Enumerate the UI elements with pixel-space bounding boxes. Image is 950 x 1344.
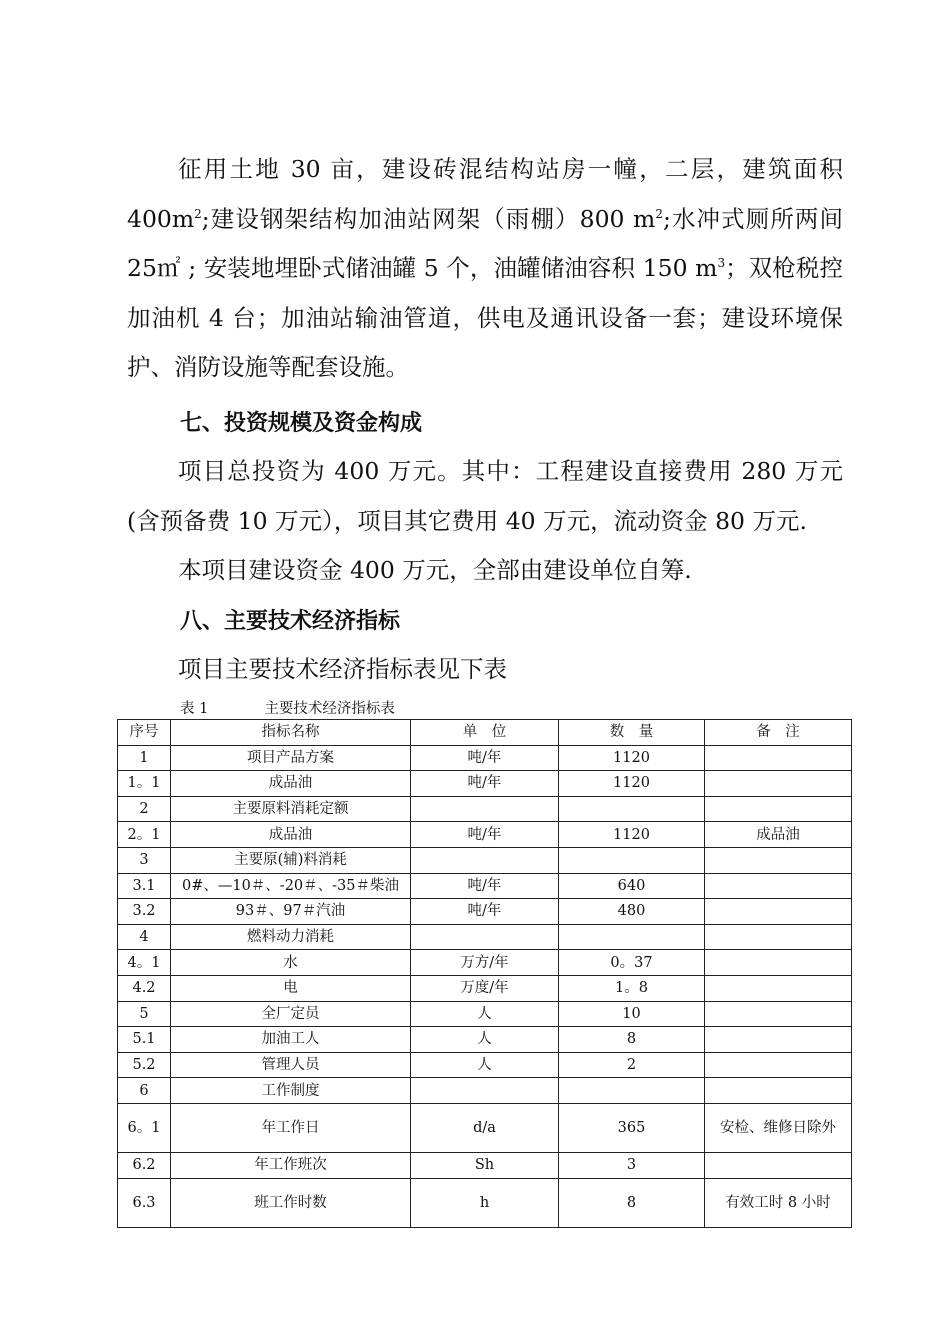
column-header: 数 量 <box>559 720 705 746</box>
table-cell: 6.2 <box>118 1152 171 1178</box>
table-cell: 主要原料消耗定额 <box>171 796 411 822</box>
table-cell <box>705 796 852 822</box>
table-cell: 1 <box>118 745 171 771</box>
table-cell: 吨/年 <box>411 899 559 925</box>
table-cell: 安检、维修日除外 <box>705 1103 852 1152</box>
table-cell <box>411 796 559 822</box>
table-cell: 人 <box>411 1052 559 1078</box>
table-cell: 成品油 <box>705 822 852 848</box>
table-cell <box>705 924 852 950</box>
table-cell: 成品油 <box>171 771 411 797</box>
table-cell: 吨/年 <box>411 771 559 797</box>
scope-text-part: ;水冲式厕所两间 25㎡ ; 安装地埋卧式储油罐 5 个，油罐储油容积 150 m <box>127 204 843 282</box>
table-row <box>118 924 852 950</box>
table-cell: 年工作日 <box>171 1103 411 1152</box>
table-cell: 3.2 <box>118 899 171 925</box>
table-cell: 6 <box>118 1078 171 1104</box>
table-row <box>118 771 852 797</box>
table-cell <box>411 924 559 950</box>
table-cell <box>411 847 559 873</box>
table-row <box>118 1078 852 1104</box>
table-cell: 吨/年 <box>411 873 559 899</box>
table-row <box>118 1001 852 1027</box>
table-cell: 成品油 <box>171 822 411 848</box>
table-cell: 吨/年 <box>411 822 559 848</box>
table-cell: 年工作班次 <box>171 1152 411 1178</box>
table-cell: 人 <box>411 1027 559 1053</box>
table-cell: 有效工时 8 小时 <box>705 1178 852 1227</box>
table-cell: 工作制度 <box>171 1078 411 1104</box>
table-cell: 0。37 <box>559 950 705 976</box>
table-row <box>118 899 852 925</box>
table-cell: Sh <box>411 1152 559 1178</box>
column-header: 备 注 <box>705 720 852 746</box>
investment-paragraph: 项目总投资为 400 万元。其中：工程建设直接费用 280 万元(含预备费 10 万元），项目其它费用 40 万元，流动资金 80 万元. <box>127 457 843 535</box>
table-cell: 480 <box>559 899 705 925</box>
table-cell: 8 <box>559 1027 705 1053</box>
table-cell: 万方/年 <box>411 950 559 976</box>
table-cell: 365 <box>559 1103 705 1152</box>
table-cell <box>705 847 852 873</box>
table-cell: 1。1 <box>118 771 171 797</box>
scope-text-part: 征用土地 30 亩，建设砖混结构站房一幢，二层，建筑面积 400m <box>127 155 843 233</box>
table-cell: 项目产品方案 <box>171 745 411 771</box>
table-cell <box>705 771 852 797</box>
table-cell: 主要原(辅)料消耗 <box>171 847 411 873</box>
table-row <box>118 745 852 771</box>
table-cell <box>705 950 852 976</box>
table-cell: 管理人员 <box>171 1052 411 1078</box>
table-cell: 1120 <box>559 822 705 848</box>
table-cell: 2 <box>559 1052 705 1078</box>
table-cell: 1。8 <box>559 975 705 1001</box>
table-row <box>118 1052 852 1078</box>
table-cell: 3 <box>118 847 171 873</box>
table-cell <box>559 796 705 822</box>
scope-text-part: ;建设钢架结构加油站网架（雨棚）800 m <box>201 204 656 233</box>
table-cell <box>705 745 852 771</box>
table-cell: 加油工人 <box>171 1027 411 1053</box>
table-cell: 吨/年 <box>411 745 559 771</box>
table-cell: 1120 <box>559 745 705 771</box>
table-cell: 6。1 <box>118 1103 171 1152</box>
table-cell <box>705 1078 852 1104</box>
table-row <box>118 1152 852 1178</box>
table-row <box>118 796 852 822</box>
table-caption-label: 表 1 <box>180 701 209 717</box>
table-cell: 2 <box>118 796 171 822</box>
table-cell: 2。1 <box>118 822 171 848</box>
table-row <box>118 873 852 899</box>
table-cell: 10 <box>559 1001 705 1027</box>
table-cell: 班工作时数 <box>171 1178 411 1227</box>
section-heading-investment: 七、投资规模及资金构成 <box>180 411 423 436</box>
table-row <box>118 1178 852 1227</box>
superscript: 2 <box>655 206 663 221</box>
project-scope-paragraph <box>127 145 843 393</box>
table-row <box>118 1027 852 1053</box>
table-cell <box>705 899 852 925</box>
table-cell: 5 <box>118 1001 171 1027</box>
scope-text-part: ；双枪税控加油机 4 台；加油站输油管道，供电及通讯设备一套；建设环境保护、消防设施等配套设施。 <box>127 254 844 381</box>
table-cell: 5.1 <box>118 1027 171 1053</box>
table-intro-paragraph: 项目主要技术经济指标表见下表 <box>178 655 507 683</box>
table-cell <box>705 1052 852 1078</box>
table-cell <box>411 1078 559 1104</box>
table-cell: 人 <box>411 1001 559 1027</box>
table-cell: 水 <box>171 950 411 976</box>
table-cell: 640 <box>559 873 705 899</box>
table-cell <box>559 924 705 950</box>
table-cell: 8 <box>559 1178 705 1227</box>
table-row <box>118 822 852 848</box>
table-cell: 3.1 <box>118 873 171 899</box>
superscript: 3 <box>717 256 726 271</box>
table-cell <box>705 975 852 1001</box>
table-cell: 电 <box>171 975 411 1001</box>
superscript: 2 <box>194 206 202 221</box>
table-row <box>118 847 852 873</box>
column-header: 单 位 <box>411 720 559 746</box>
table-row <box>118 975 852 1001</box>
table-cell <box>705 873 852 899</box>
table-row <box>118 950 852 976</box>
table-cell <box>705 1001 852 1027</box>
table-cell: 4。1 <box>118 950 171 976</box>
table-cell: 1120 <box>559 771 705 797</box>
table-row <box>118 1103 852 1152</box>
table-cell: 燃料动力消耗 <box>171 924 411 950</box>
table-cell: 全厂定员 <box>171 1001 411 1027</box>
table-caption-title: 主要技术经济指标表 <box>264 701 395 717</box>
table-cell <box>705 1152 852 1178</box>
table-cell <box>559 847 705 873</box>
table-cell: h <box>411 1178 559 1227</box>
indicators-table <box>117 719 852 1228</box>
table-cell: 93＃、97＃汽油 <box>171 899 411 925</box>
table-cell: 万度/年 <box>411 975 559 1001</box>
table-cell: 4.2 <box>118 975 171 1001</box>
table-cell <box>705 1027 852 1053</box>
table-cell: 0#、—10＃、-20＃、-35＃柴油 <box>171 873 411 899</box>
table-cell: 5.2 <box>118 1052 171 1078</box>
table-cell: 3 <box>559 1152 705 1178</box>
section-heading-indicators: 八、主要技术经济指标 <box>180 609 401 634</box>
column-header: 指标名称 <box>171 720 411 746</box>
funding-paragraph: 本项目建设资金 400 万元，全部由建设单位自筹. <box>178 556 692 584</box>
table-header-row <box>118 720 852 746</box>
column-header: 序号 <box>118 720 171 746</box>
table-cell: 6.3 <box>118 1178 171 1227</box>
table-caption <box>180 697 395 718</box>
table-cell <box>559 1078 705 1104</box>
table-cell: 4 <box>118 924 171 950</box>
table-cell: d/a <box>411 1103 559 1152</box>
